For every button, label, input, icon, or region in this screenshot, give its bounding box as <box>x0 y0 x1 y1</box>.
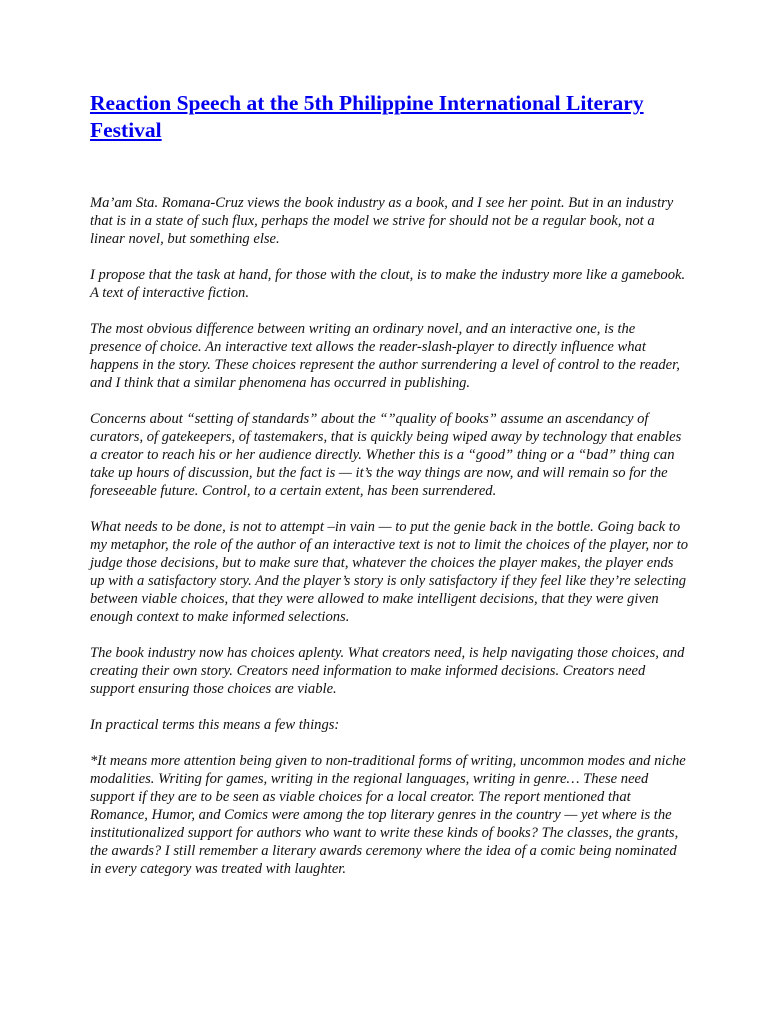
paragraph-5: What needs to be done, is not to attempt –in vain — to put the genie back in the bottle. Going back to my metaphor, the role of the author of an interactive text is not to limit the choices of the player, nor to judge those decisions, but to make sure that, whatever the choices the player makes, the player ends up with a satisfactory story. And the player’s story is only satisfactory if they feel like they’re selecting between viable choices, that they were allowed to make intelligent decisions, that they were given enough context to make informed selections. <box>90 519 689 625</box>
paragraph-6: The book industry now has choices aplenty. What creators need, is help navigating those choices, and creating their own story. Creators need information to make informed decisions. Creators need support ensuring those choices are viable. <box>90 645 685 697</box>
article-title-link[interactable]: Reaction Speech at the 5th Philippine International Literary Festival <box>90 91 644 142</box>
paragraph-2: I propose that the task at hand, for those with the clout, is to make the industry more like a gamebook. A text of interactive fiction. <box>90 267 686 301</box>
paragraph-8: *It means more attention being given to non-traditional forms of writing, uncommon modes and niche modalities. Writing for games, writing in the regional languages, writing in genre… These need support if they are to be seen as viable choices for a local creator. The report mentioned that Romance, Humor, and Comics were among the top literary genres in the country — yet where is the institutionalized support for authors who want to write these kinds of books? The classes, the grants, the awards? I still remember a literary awards ceremony where the idea of a comic being nominated in every category was treated with laughter. <box>90 753 686 877</box>
paragraph-1: Ma’am Sta. Romana-Cruz views the book industry as a book, and I see her point. But in an industry that is in a state of such flux, perhaps the model we strive for should not be a regular book, not a linear novel, but something else. <box>90 195 674 247</box>
paragraph-4: Concerns about “setting of standards” about the “”quality of books” assume an ascendancy of curators, of gatekeepers, of tastemakers, that is quickly being wiped away by technology that enables a creator to reach his or her audience directly. Whether this is a “good” thing or a “bad” thing can take up hours of discussion, but the fact is — it’s the way things are now, and will remain so for the foreseeable future. Control, to a certain extent, has been surrendered. <box>90 411 682 499</box>
paragraph-7: In practical terms this means a few things: <box>90 717 340 733</box>
paragraph-3: The most obvious difference between writing an ordinary novel, and an interactive one, is the presence of choice. An interactive text allows the reader-slash-player to directly influence what happens in the story. These choices represent the author surrendering a level of control to the reader, and I think that a similar phenomena has occurred in publishing. <box>90 321 680 391</box>
document-page <box>90 90 690 896</box>
